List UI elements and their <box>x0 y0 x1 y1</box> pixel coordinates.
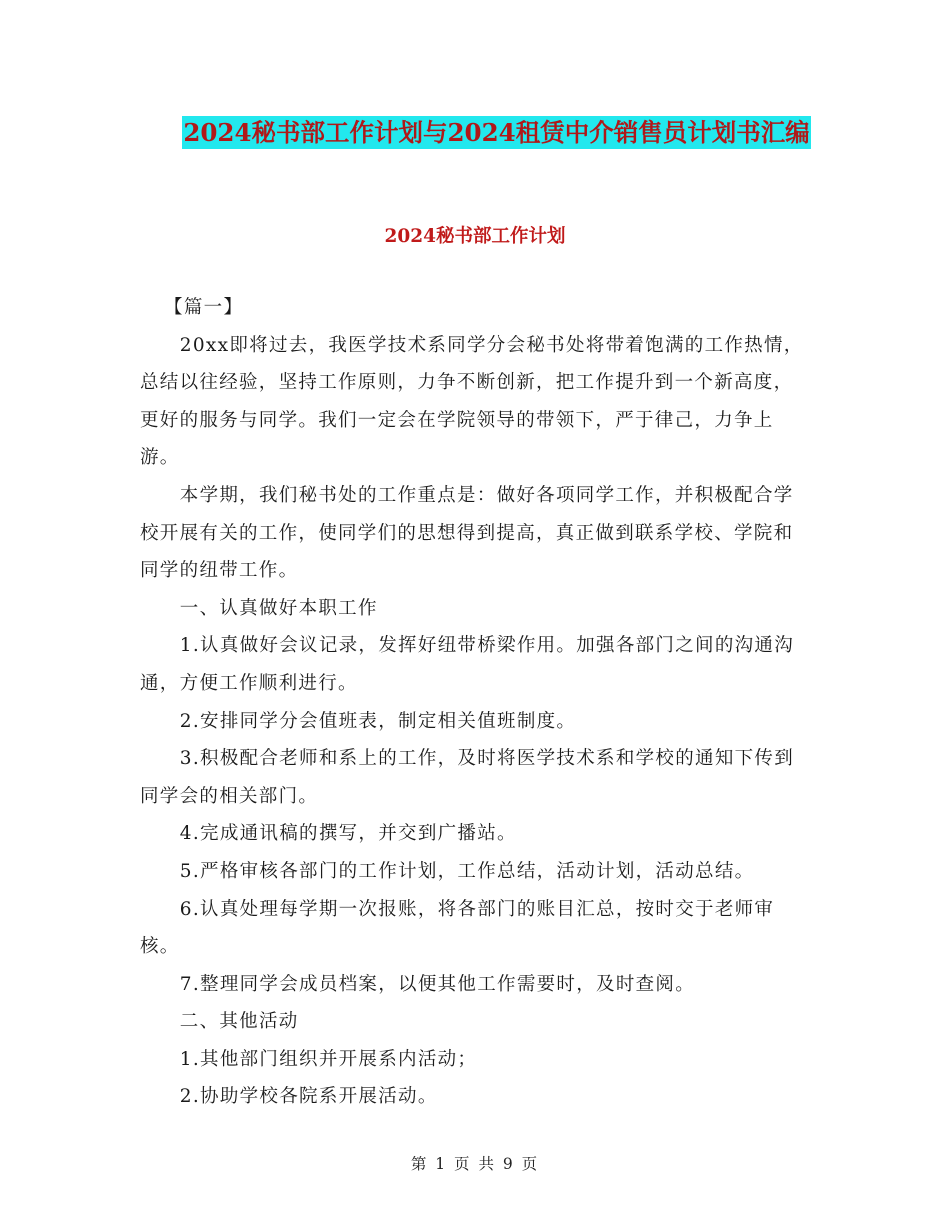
paragraph: 20xx即将过去，我医学技术系同学分会秘书处将带着饱满的工作热情，总结以往经验，坚持工作原则，力争不断创新，把工作提升到一个新高度，更好的服务与同学。我们一定会在学院领导的带领下，严于律己，力争上游。 <box>140 334 804 469</box>
paragraph: 本学期，我们秘书处的工作重点是：做好各项同学工作，并积极配合学校开展有关的工作，使同学们的思想得到提高，真正做到联系学校、学院和同学的纽带工作。 <box>140 484 794 582</box>
paragraph: 2.安排同学分会值班表，制定相关值班制度。 <box>179 710 577 732</box>
document-title <box>140 110 853 156</box>
paragraph: 5.严格审核各部门的工作计划，工作总结，活动计划，活动总结。 <box>179 860 755 882</box>
paragraph: 1.认真做好会议记录，发挥好纽带桥梁作用。加强各部门之间的沟通沟通，方便工作顺利进行。 <box>140 635 795 694</box>
page-footer: 第 1 页 共 9 页 <box>410 1155 540 1173</box>
paragraph: 7.整理同学会成员档案，以便其他工作需要时，及时查阅。 <box>179 973 696 995</box>
paragraph: 6.认真处理每学期一次报账，将各部门的账目汇总，按时交于老师审核。 <box>140 898 775 958</box>
paragraph: 1.其他部门组织并开展系内活动； <box>179 1048 478 1070</box>
document-body <box>140 289 812 1116</box>
document-title-text: 2024秘书部工作计划与2024租赁中介销售员计划书汇编 <box>183 118 810 147</box>
paragraph: 二、其他活动 <box>179 1011 299 1033</box>
paragraph: 4.完成通讯稿的撰写，并交到广播站。 <box>179 823 517 845</box>
paragraph: 【篇一】 <box>164 297 244 318</box>
paragraph: 一、认真做好本职工作 <box>179 597 378 619</box>
section-title: 2024秘书部工作计划 <box>384 226 566 247</box>
paragraph: 3.积极配合老师和系上的工作，及时将医学技术系和学校的通知下传到同学会的相关部门。 <box>140 748 795 807</box>
paragraph: 2.协助学校各院系开展活动。 <box>179 1086 438 1108</box>
